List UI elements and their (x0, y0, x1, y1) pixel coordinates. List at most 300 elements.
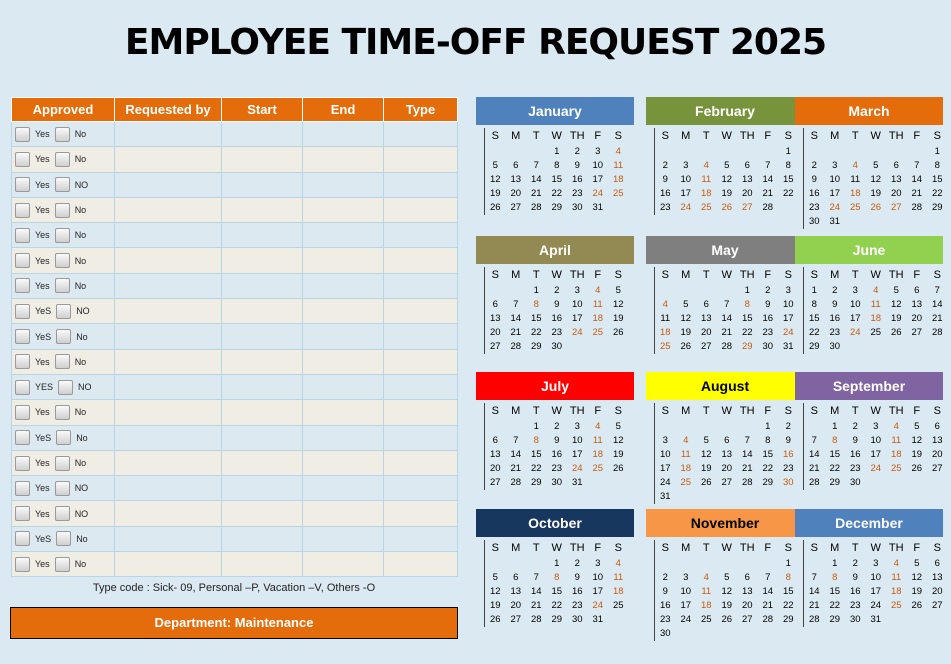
weekday-label: S (810, 130, 818, 142)
calendar-day: 25 (700, 202, 712, 213)
month-header: June (795, 236, 943, 264)
end-cell[interactable] (303, 552, 384, 577)
yes-checkbox[interactable] (15, 456, 30, 471)
no-label: No (74, 230, 87, 241)
calendar-day: 11 (891, 572, 902, 583)
calendar-day: 24 (659, 477, 671, 488)
yes-checkbox[interactable] (15, 278, 30, 293)
requested-by-cell[interactable] (115, 273, 222, 298)
type-cell[interactable] (384, 172, 458, 197)
no-checkbox[interactable] (55, 557, 70, 572)
weekday-label: S (933, 130, 941, 142)
month-header: March (795, 97, 943, 125)
calendar-day: 9 (811, 174, 817, 185)
approved-cell (12, 299, 115, 324)
month-grid (484, 540, 634, 627)
calendar-day: 31 (571, 477, 583, 488)
type-cell[interactable] (384, 122, 458, 147)
yes-checkbox[interactable] (15, 557, 30, 572)
yes-checkbox[interactable] (15, 228, 30, 243)
calendar-day: 19 (700, 463, 712, 474)
yes-label: Yes (35, 205, 50, 216)
calendar-day: 26 (700, 477, 712, 488)
calendar-day: 5 (703, 435, 709, 446)
calendar-day: 9 (554, 299, 560, 310)
weekday-label: S (784, 130, 792, 142)
calendar-day: 8 (832, 435, 838, 446)
calendar-day: 9 (765, 299, 771, 310)
type-code-legend: Type code : Sick- 09, Personal –P, Vacation –V, Others -O (92, 582, 376, 594)
yes-checkbox[interactable] (15, 177, 30, 192)
calendar-day: 19 (612, 313, 624, 324)
requested-by-cell[interactable] (115, 299, 222, 324)
end-cell[interactable] (303, 197, 384, 222)
no-label: No (74, 280, 87, 291)
calendar-day: 24 (870, 463, 882, 474)
calendar-day: 30 (808, 216, 820, 227)
start-cell[interactable] (222, 476, 303, 501)
approved-cell (12, 248, 115, 273)
no-checkbox[interactable] (56, 430, 71, 445)
calendar-day: 25 (612, 600, 624, 611)
calendar-day: 25 (592, 327, 604, 338)
weekday-label: T (851, 542, 859, 554)
calendar-day: 15 (829, 586, 841, 597)
calendar-day: 13 (931, 572, 943, 583)
calendar-day: 22 (808, 327, 820, 338)
yes-label: Yes (35, 154, 50, 165)
yes-checkbox[interactable] (15, 127, 30, 142)
weekday-label: S (491, 130, 499, 142)
calendar-day: 13 (510, 174, 522, 185)
end-cell[interactable] (303, 172, 384, 197)
calendar-day: 18 (612, 174, 624, 185)
calendar-day: 18 (700, 188, 712, 199)
yes-checkbox[interactable] (15, 430, 30, 445)
no-checkbox[interactable] (55, 228, 70, 243)
start-cell[interactable] (222, 425, 303, 450)
calendar-day: 28 (808, 614, 820, 625)
empty-day (717, 420, 738, 434)
request-table (11, 97, 458, 577)
yes-checkbox[interactable] (15, 531, 30, 546)
calendar-day: 2 (852, 421, 858, 432)
table-row (12, 349, 458, 374)
table-row (12, 299, 458, 324)
calendar-day: 6 (492, 299, 498, 310)
weekday-label: S (491, 542, 499, 554)
calendar-day: 24 (680, 202, 692, 213)
start-cell[interactable] (222, 197, 303, 222)
calendar-day: 30 (762, 341, 774, 352)
end-cell[interactable] (303, 122, 384, 147)
empty-day (676, 420, 697, 434)
calendar-day: 14 (911, 174, 923, 185)
calendar-day: 18 (612, 586, 624, 597)
approved-cell (12, 501, 115, 526)
calendar-day: 2 (554, 421, 560, 432)
request-table-body (12, 122, 458, 577)
end-cell[interactable] (303, 526, 384, 551)
calendar-day: 13 (489, 449, 501, 460)
end-cell[interactable] (303, 425, 384, 450)
calendar-day: 8 (554, 572, 560, 583)
empty-day (485, 284, 506, 298)
calendar-day: 26 (489, 614, 501, 625)
requested-by-cell[interactable] (115, 476, 222, 501)
requested-by-cell[interactable] (115, 172, 222, 197)
calendar-day: 9 (554, 435, 560, 446)
empty-day (804, 557, 825, 571)
yes-checkbox[interactable] (15, 304, 30, 319)
table-row (12, 374, 458, 399)
calendar-day: 1 (934, 146, 940, 157)
calendar-day: 30 (571, 614, 583, 625)
weekday-label: W (721, 269, 732, 281)
calendar-day: 20 (911, 313, 923, 324)
yes-checkbox[interactable] (15, 354, 30, 369)
calendar-day: 30 (571, 202, 583, 213)
calendar-day: 28 (911, 202, 923, 213)
weekday-label: TH (739, 269, 755, 281)
weekday-label: W (551, 405, 562, 417)
calendar-day: 10 (782, 299, 794, 310)
calendar-day: 11 (613, 572, 624, 583)
calendar-day: 16 (782, 449, 794, 460)
calendar-day: 4 (703, 160, 709, 171)
calendar-day: 21 (762, 600, 774, 611)
end-cell[interactable] (303, 299, 384, 324)
yes-checkbox[interactable] (15, 380, 30, 395)
calendar-day: 10 (592, 572, 604, 583)
calendar-day: 16 (849, 449, 861, 460)
calendar-day: 30 (551, 477, 563, 488)
type-cell[interactable] (384, 374, 458, 399)
calendar-day: 25 (680, 477, 692, 488)
weekday-label: S (784, 269, 792, 281)
calendar-day: 29 (931, 202, 943, 213)
calendar-day: 2 (662, 160, 668, 171)
requested-by-cell[interactable] (115, 223, 222, 248)
calendar-day: 3 (873, 421, 879, 432)
weekday-label: F (764, 542, 772, 554)
calendar-day: 17 (849, 313, 861, 324)
calendar-day: 26 (911, 600, 923, 611)
calendar-day: 7 (811, 435, 817, 446)
calendar-day: 23 (849, 463, 861, 474)
no-label: No (76, 331, 88, 342)
weekday-label: F (594, 269, 602, 281)
type-cell[interactable] (384, 425, 458, 450)
no-checkbox[interactable] (55, 152, 70, 167)
weekday-label: S (810, 542, 818, 554)
calendar-day: 28 (530, 202, 542, 213)
calendar-day: 25 (592, 463, 604, 474)
calendar-day: 19 (911, 586, 923, 597)
end-cell[interactable] (303, 374, 384, 399)
calendar-day: 18 (659, 327, 671, 338)
weekday-label: S (614, 269, 622, 281)
table-row (12, 248, 458, 273)
table-row (12, 476, 458, 501)
end-cell[interactable] (303, 147, 384, 172)
calendar-day: 27 (911, 327, 923, 338)
calendar-day: 12 (612, 299, 624, 310)
no-checkbox[interactable] (55, 177, 70, 192)
type-cell[interactable] (384, 526, 458, 551)
requested-by-cell[interactable] (115, 147, 222, 172)
no-checkbox[interactable] (55, 481, 70, 496)
calendar-day: 8 (533, 299, 539, 310)
type-cell[interactable] (384, 450, 458, 475)
type-cell[interactable] (384, 400, 458, 425)
calendar-day: 17 (680, 600, 692, 611)
no-label: No (74, 458, 87, 468)
end-cell[interactable] (303, 223, 384, 248)
calendar-day: 19 (721, 188, 733, 199)
weekday-label: T (702, 542, 710, 554)
weekday-label: F (913, 405, 921, 417)
weekday-label: W (551, 542, 562, 554)
requested-by-cell[interactable] (115, 349, 222, 374)
table-row (12, 552, 458, 577)
weekday-label: M (830, 269, 840, 281)
end-cell[interactable] (303, 501, 384, 526)
month-july (476, 372, 634, 490)
start-cell[interactable] (222, 172, 303, 197)
start-cell[interactable] (222, 349, 303, 374)
approved-cell (12, 349, 115, 374)
calendar-day: 3 (662, 435, 668, 446)
calendar-day: 3 (574, 285, 580, 296)
no-label: No (74, 407, 87, 418)
calendar-day: 28 (762, 614, 774, 625)
calendar-day: 16 (551, 449, 563, 460)
weekday-label: S (933, 542, 941, 554)
weekday-label: TH (739, 542, 755, 554)
type-cell[interactable] (384, 349, 458, 374)
approved-cell (12, 223, 115, 248)
no-checkbox[interactable] (55, 456, 70, 471)
no-checkbox[interactable] (58, 380, 73, 395)
calendar-day: 9 (832, 299, 838, 310)
weekday-label: TH (569, 130, 585, 142)
type-cell[interactable] (384, 248, 458, 273)
end-cell[interactable] (303, 273, 384, 298)
start-cell[interactable] (222, 450, 303, 475)
calendar-day: 30 (829, 341, 841, 352)
month-march (795, 97, 943, 229)
calendar-day: 12 (680, 313, 692, 324)
no-checkbox[interactable] (55, 127, 70, 142)
weekday-label: T (851, 269, 859, 281)
end-cell[interactable] (303, 450, 384, 475)
calendar-day: 1 (811, 285, 817, 296)
calendar-day: 23 (849, 600, 861, 611)
calendar-day: 27 (510, 202, 522, 213)
type-cell[interactable] (384, 299, 458, 324)
no-checkbox[interactable] (56, 304, 71, 319)
start-cell[interactable] (222, 324, 303, 349)
calendar-day: 5 (724, 160, 730, 171)
calendar-day: 24 (571, 463, 583, 474)
calendar-day: 6 (934, 558, 940, 569)
calendar-day: 28 (741, 477, 753, 488)
calendar-day: 31 (829, 216, 841, 227)
calendar-day: 30 (849, 614, 861, 625)
calendar-day: 1 (765, 421, 771, 432)
calendar-day: 14 (721, 313, 733, 324)
calendar-day: 31 (592, 614, 604, 625)
no-checkbox[interactable] (55, 405, 70, 420)
type-cell[interactable] (384, 324, 458, 349)
weekday-label: W (870, 542, 881, 554)
start-cell[interactable] (222, 122, 303, 147)
type-cell[interactable] (384, 476, 458, 501)
requested-by-cell[interactable] (115, 197, 222, 222)
calendar-day: 11 (891, 435, 902, 446)
start-cell[interactable] (222, 248, 303, 273)
calendar-day: 6 (492, 435, 498, 446)
calendar-day: 24 (680, 614, 692, 625)
empty-day (676, 284, 697, 298)
requested-by-cell[interactable] (115, 526, 222, 551)
weekday-label: TH (888, 542, 904, 554)
weekday-label: TH (739, 405, 755, 417)
type-cell[interactable] (384, 552, 458, 577)
requested-by-cell[interactable] (115, 552, 222, 577)
no-checkbox[interactable] (56, 329, 71, 344)
requested-by-cell[interactable] (115, 324, 222, 349)
calendar-day: 6 (703, 299, 709, 310)
yes-checkbox[interactable] (15, 203, 30, 218)
requested-by-cell[interactable] (115, 400, 222, 425)
calendar-day: 27 (489, 477, 501, 488)
start-cell[interactable] (222, 526, 303, 551)
requested-by-cell[interactable] (115, 122, 222, 147)
yes-label: YeS (35, 533, 52, 544)
yes-checkbox[interactable] (15, 405, 30, 420)
no-checkbox[interactable] (55, 506, 70, 521)
calendar-day: 29 (741, 341, 753, 352)
requested-by-cell[interactable] (115, 425, 222, 450)
month-header: July (476, 372, 634, 400)
yes-checkbox[interactable] (15, 506, 30, 521)
calendar-day: 15 (530, 313, 542, 324)
yes-checkbox[interactable] (15, 329, 30, 344)
approved-cell (12, 374, 115, 399)
calendar-day: 23 (551, 327, 563, 338)
requested-by-cell[interactable] (115, 374, 222, 399)
weekday-label: M (511, 269, 521, 281)
calendar-day: 25 (870, 327, 882, 338)
month-header: October (476, 509, 634, 537)
empty-day (506, 420, 527, 434)
month-grid (803, 403, 943, 490)
calendar-day: 3 (595, 558, 601, 569)
end-cell[interactable] (303, 349, 384, 374)
calendar-day: 4 (615, 558, 621, 569)
calendar-day: 23 (762, 327, 774, 338)
type-cell[interactable] (384, 147, 458, 172)
start-cell[interactable] (222, 147, 303, 172)
start-cell[interactable] (222, 501, 303, 526)
calendar-day: 14 (510, 449, 522, 460)
calendar-day: 7 (765, 160, 771, 171)
calendar-day: 8 (533, 435, 539, 446)
calendar-day: 22 (782, 600, 794, 611)
start-cell[interactable] (222, 552, 303, 577)
no-checkbox[interactable] (55, 354, 70, 369)
end-cell[interactable] (303, 324, 384, 349)
yes-checkbox[interactable] (15, 152, 30, 167)
calendar-day: 3 (852, 285, 858, 296)
calendar-day: 26 (870, 202, 882, 213)
calendar-day: 17 (592, 174, 604, 185)
end-cell[interactable] (303, 248, 384, 273)
requested-by-cell[interactable] (115, 450, 222, 475)
no-label: No (74, 356, 87, 367)
type-cell[interactable] (384, 197, 458, 222)
yes-label: YeS (35, 432, 52, 443)
calendar-day: 22 (551, 188, 563, 199)
month-grid (803, 128, 943, 229)
calendar-day: 18 (890, 449, 902, 460)
type-cell[interactable] (384, 223, 458, 248)
calendar-day: 1 (785, 558, 791, 569)
start-cell[interactable] (222, 400, 303, 425)
no-checkbox[interactable] (55, 278, 70, 293)
calendar-day: 29 (551, 202, 563, 213)
table-row (12, 197, 458, 222)
requested-by-cell[interactable] (115, 248, 222, 273)
start-cell[interactable] (222, 374, 303, 399)
requested-by-cell[interactable] (115, 501, 222, 526)
header-start: Start (222, 98, 303, 122)
calendar-day: 22 (741, 327, 753, 338)
end-cell[interactable] (303, 400, 384, 425)
calendar-day: 25 (659, 341, 671, 352)
no-checkbox[interactable] (55, 203, 70, 218)
yes-label: Yes (35, 483, 50, 494)
start-cell[interactable] (222, 273, 303, 298)
calendar-day: 5 (492, 572, 498, 583)
yes-checkbox[interactable] (15, 481, 30, 496)
no-label: No (74, 205, 87, 216)
calendar-day: 4 (852, 160, 858, 171)
calendar-day: 18 (592, 449, 604, 460)
end-cell[interactable] (303, 476, 384, 501)
calendar-day: 8 (832, 572, 838, 583)
no-checkbox[interactable] (55, 253, 70, 268)
calendar-day: 1 (785, 146, 791, 157)
yes-checkbox[interactable] (15, 253, 30, 268)
calendar-day: 6 (934, 421, 940, 432)
calendar-day: 12 (890, 299, 902, 310)
weekday-label: M (830, 405, 840, 417)
calendar-day: 29 (829, 477, 841, 488)
month-grid (803, 540, 943, 627)
type-cell[interactable] (384, 501, 458, 526)
start-cell[interactable] (222, 223, 303, 248)
calendar-day: 11 (592, 435, 603, 446)
calendar-day: 15 (762, 449, 774, 460)
type-cell[interactable] (384, 273, 458, 298)
no-checkbox[interactable] (56, 531, 71, 546)
start-cell[interactable] (222, 299, 303, 324)
weekday-label: W (870, 130, 881, 142)
calendar-day: 17 (659, 463, 671, 474)
